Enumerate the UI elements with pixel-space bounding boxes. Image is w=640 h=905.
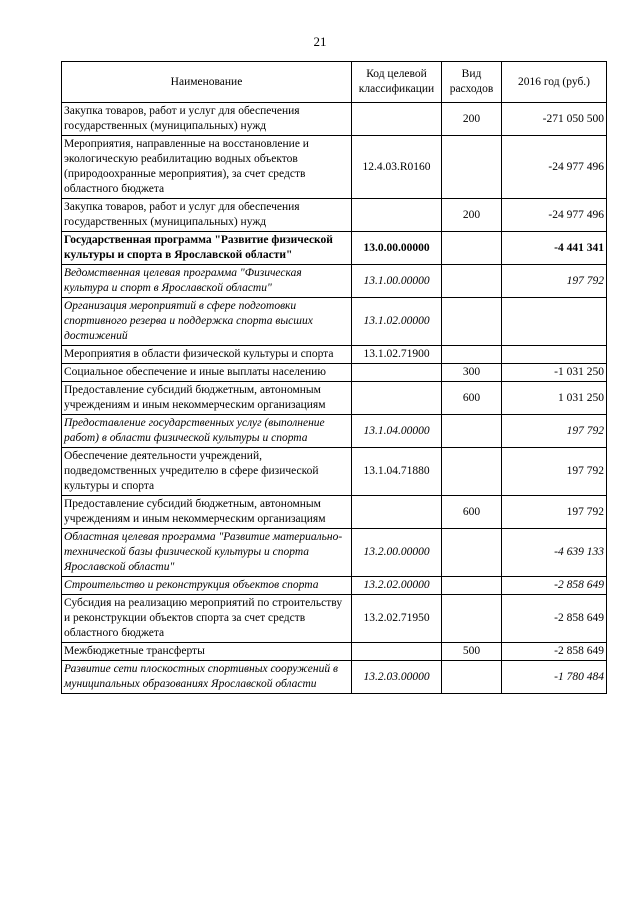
row-expense-type-cell — [442, 346, 502, 364]
row-code-cell — [352, 364, 442, 382]
row-name-cell: Мероприятия, направленные на восстановление и экологическую реабилитацию водных объектов (природоохранные мероприятия), за счет средств областного бюджета — [62, 136, 352, 199]
row-amount-cell: 1 031 250 — [502, 382, 607, 415]
row-code-cell — [352, 382, 442, 415]
row-expense-type-cell: 300 — [442, 364, 502, 382]
row-name-cell: Закупка товаров, работ и услуг для обеспечения государственных (муниципальных) нужд — [62, 199, 352, 232]
table-body — [62, 103, 607, 694]
row-code-cell: 13.2.02.71950 — [352, 595, 442, 643]
table-row — [62, 595, 607, 643]
row-amount-cell: -4 441 341 — [502, 232, 607, 265]
row-name-cell: Областная целевая программа "Развитие материально-технической базы физической культуры и спорта Ярославской области" — [62, 529, 352, 577]
row-amount-cell: 197 792 — [502, 415, 607, 448]
header-amount-2016: 2016 год (руб.) — [502, 62, 607, 103]
page-number: 21 — [313, 34, 327, 49]
row-amount-cell — [502, 346, 607, 364]
table-row — [62, 415, 607, 448]
row-code-cell: 13.2.02.00000 — [352, 577, 442, 595]
row-expense-type-cell — [442, 661, 502, 694]
row-name-cell: Ведомственная целевая программа "Физическая культура и спорт в Ярославской области" — [62, 265, 352, 298]
row-expense-type-cell: 200 — [442, 199, 502, 232]
row-amount-cell: -1 031 250 — [502, 364, 607, 382]
row-expense-type-cell: 200 — [442, 103, 502, 136]
header-code: Код целевой классификации — [352, 62, 442, 103]
row-expense-type-cell — [442, 595, 502, 643]
row-code-cell — [352, 496, 442, 529]
table-row — [62, 577, 607, 595]
table-row — [62, 661, 607, 694]
table-row — [62, 265, 607, 298]
table-row — [62, 136, 607, 199]
row-amount-cell: -24 977 496 — [502, 199, 607, 232]
table-row — [62, 448, 607, 496]
row-code-cell: 13.2.00.00000 — [352, 529, 442, 577]
row-amount-cell — [502, 298, 607, 346]
row-expense-type-cell — [442, 448, 502, 496]
table-row — [62, 298, 607, 346]
row-name-cell: Закупка товаров, работ и услуг для обеспечения государственных (муниципальных) нужд — [62, 103, 352, 136]
row-expense-type-cell — [442, 265, 502, 298]
row-name-cell: Предоставление субсидий бюджетным, автономным учреждениям и иным некоммерческим организациям — [62, 382, 352, 415]
row-amount-cell: -271 050 500 — [502, 103, 607, 136]
row-amount-cell: -24 977 496 — [502, 136, 607, 199]
row-name-cell: Социальное обеспечение и иные выплаты населению — [62, 364, 352, 382]
row-expense-type-cell — [442, 415, 502, 448]
row-expense-type-cell: 600 — [442, 496, 502, 529]
row-expense-type-cell — [442, 529, 502, 577]
row-expense-type-cell: 500 — [442, 643, 502, 661]
table-row — [62, 199, 607, 232]
row-amount-cell: -2 858 649 — [502, 643, 607, 661]
table-row — [62, 346, 607, 364]
row-expense-type-cell — [442, 136, 502, 199]
table-row — [62, 232, 607, 265]
row-name-cell: Субсидия на реализацию мероприятий по строительству и реконструкции объектов спорта за счет средств областного бюджета — [62, 595, 352, 643]
row-expense-type-cell — [442, 232, 502, 265]
row-code-cell: 13.1.02.71900 — [352, 346, 442, 364]
table-row — [62, 382, 607, 415]
row-amount-cell: 197 792 — [502, 448, 607, 496]
row-expense-type-cell — [442, 577, 502, 595]
row-amount-cell: 197 792 — [502, 496, 607, 529]
row-code-cell — [352, 643, 442, 661]
row-code-cell: 13.1.02.00000 — [352, 298, 442, 346]
row-expense-type-cell: 600 — [442, 382, 502, 415]
row-amount-cell: -2 858 649 — [502, 595, 607, 643]
row-name-cell: Организация мероприятий в сфере подготовки спортивного резерва и поддержка спорта высших достижений — [62, 298, 352, 346]
row-amount-cell: -4 639 133 — [502, 529, 607, 577]
row-name-cell: Строительство и реконструкция объектов спорта — [62, 577, 352, 595]
row-code-cell — [352, 103, 442, 136]
table-row — [62, 496, 607, 529]
row-code-cell: 13.1.04.00000 — [352, 415, 442, 448]
row-name-cell: Обеспечение деятельности учреждений, подведомственных учредителю в сфере физической культуры и спорта — [62, 448, 352, 496]
table-row — [62, 529, 607, 577]
row-code-cell: 12.4.03.R0160 — [352, 136, 442, 199]
table-row — [62, 364, 607, 382]
row-amount-cell: -1 780 484 — [502, 661, 607, 694]
table-row — [62, 643, 607, 661]
table-row — [62, 103, 607, 136]
row-name-cell: Государственная программа "Развитие физической культуры и спорта в Ярославской области" — [62, 232, 352, 265]
row-amount-cell: 197 792 — [502, 265, 607, 298]
row-name-cell: Развитие сети плоскостных спортивных сооружений в муниципальных образованиях Ярославской области — [62, 661, 352, 694]
row-code-cell: 13.0.00.00000 — [352, 232, 442, 265]
header-expense-type: Вид расходов — [442, 62, 502, 103]
row-amount-cell: -2 858 649 — [502, 577, 607, 595]
row-code-cell — [352, 199, 442, 232]
table-header-row — [62, 62, 607, 103]
row-name-cell: Мероприятия в области физической культуры и спорта — [62, 346, 352, 364]
row-code-cell: 13.2.03.00000 — [352, 661, 442, 694]
row-name-cell: Предоставление государственных услуг (выполнение работ) в области физической культуры и спорта — [62, 415, 352, 448]
row-name-cell: Предоставление субсидий бюджетным, автономным учреждениям и иным некоммерческим организациям — [62, 496, 352, 529]
budget-table — [61, 61, 607, 694]
row-code-cell: 13.1.04.71880 — [352, 448, 442, 496]
row-name-cell: Межбюджетные трансферты — [62, 643, 352, 661]
header-name: Наименование — [62, 62, 352, 103]
row-expense-type-cell — [442, 298, 502, 346]
row-code-cell: 13.1.00.00000 — [352, 265, 442, 298]
